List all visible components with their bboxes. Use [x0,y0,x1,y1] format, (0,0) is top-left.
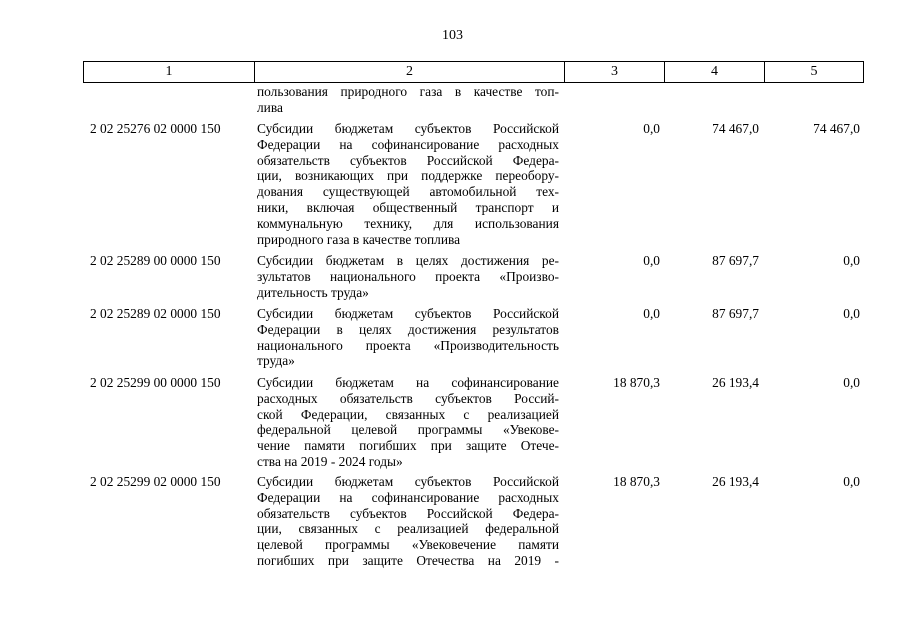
header-col-4: 4 [664,62,764,82]
row-description [257,306,559,369]
header-col-3: 3 [564,62,664,82]
description-line: дования существующей автомобильной тех- [257,184,559,200]
description-line: труда» [257,353,295,369]
description-line: Федерации на софинансирование расходных [257,489,559,505]
value-col-4: 87 697,7 [712,253,759,268]
description-line: природного газа в качестве топлива [257,231,461,247]
budget-code: 2 02 25276 02 0000 150 [90,121,221,136]
description-line: целевой программы «Увековечение памяти [257,537,559,553]
value-col-3: 0,0 [643,121,660,136]
description-line: ции, возникающих при поддержке переобору- [257,168,559,184]
budget-code: 2 02 25289 02 0000 150 [90,306,221,321]
description-line: ции, связанных с реализацией федеральной [257,521,559,537]
value-col-4: 74 467,0 [712,121,759,136]
budget-code: 2 02 25299 02 0000 150 [90,474,221,489]
description-line: коммунальную технику, для использования [257,215,559,231]
budget-code: 2 02 25299 00 0000 150 [90,375,221,390]
header-col-1: 1 [165,64,173,79]
description-line: лива [257,99,283,115]
description-line: пользования природного газа в качестве топ- [257,84,559,99]
description-line: погибших при защите Отечества на 2019 - [257,552,559,568]
header-col-2: 2 [254,62,564,82]
description-line: Субсидии бюджетам субъектов Российской [257,306,559,321]
row-description [257,253,559,300]
description-line: чение памяти погибших при защите Отече- [257,438,559,454]
description-line: Субсидии бюджетам в целях достижения ре- [257,253,559,268]
description-line: Федерации в целях достижения результатов [257,321,559,337]
description-line: обязательств субъектов Российской Федера- [257,505,559,521]
table-header [83,61,864,83]
description-line: Субсидии бюджетам субъектов Российской [257,121,559,136]
value-col-5: 0,0 [843,253,860,268]
row-description [257,474,559,569]
row-description [257,375,559,470]
description-line: федеральной целевой программы «Увекове- [257,422,559,438]
page-number: 103 [442,28,463,43]
value-col-5: 0,0 [843,375,860,390]
budget-code: 2 02 25289 00 0000 150 [90,253,221,268]
value-col-5: 74 467,0 [813,121,860,136]
header-col-5: 5 [764,62,863,82]
description-line: ства на 2019 - 2024 годы» [257,453,403,469]
value-col-3: 0,0 [643,253,660,268]
description-line: обязательств субъектов Российской Федера- [257,152,559,168]
value-col-4: 26 193,4 [712,375,759,390]
description-line: дительность труда» [257,284,369,300]
description-line: Субсидии бюджетам субъектов Российской [257,474,559,489]
value-col-3: 0,0 [643,306,660,321]
continuation-description [257,84,559,116]
value-col-5: 0,0 [843,474,860,489]
description-line: Субсидии бюджетам на софинансирование [257,375,559,390]
value-col-4: 26 193,4 [712,474,759,489]
value-col-4: 87 697,7 [712,306,759,321]
description-line: ской Федерации, связанных с реализацией [257,406,559,422]
description-line: ники, включая общественный транспорт и [257,199,559,215]
row-description [257,121,559,247]
value-col-3: 18 870,3 [613,375,660,390]
description-line: Федерации на софинансирование расходных [257,136,559,152]
description-line: зультатов национального проекта «Произво- [257,268,559,284]
description-line: национального проекта «Производительность [257,337,559,353]
value-col-3: 18 870,3 [613,474,660,489]
value-col-5: 0,0 [843,306,860,321]
description-line: расходных обязательств субъектов Россий- [257,390,559,406]
